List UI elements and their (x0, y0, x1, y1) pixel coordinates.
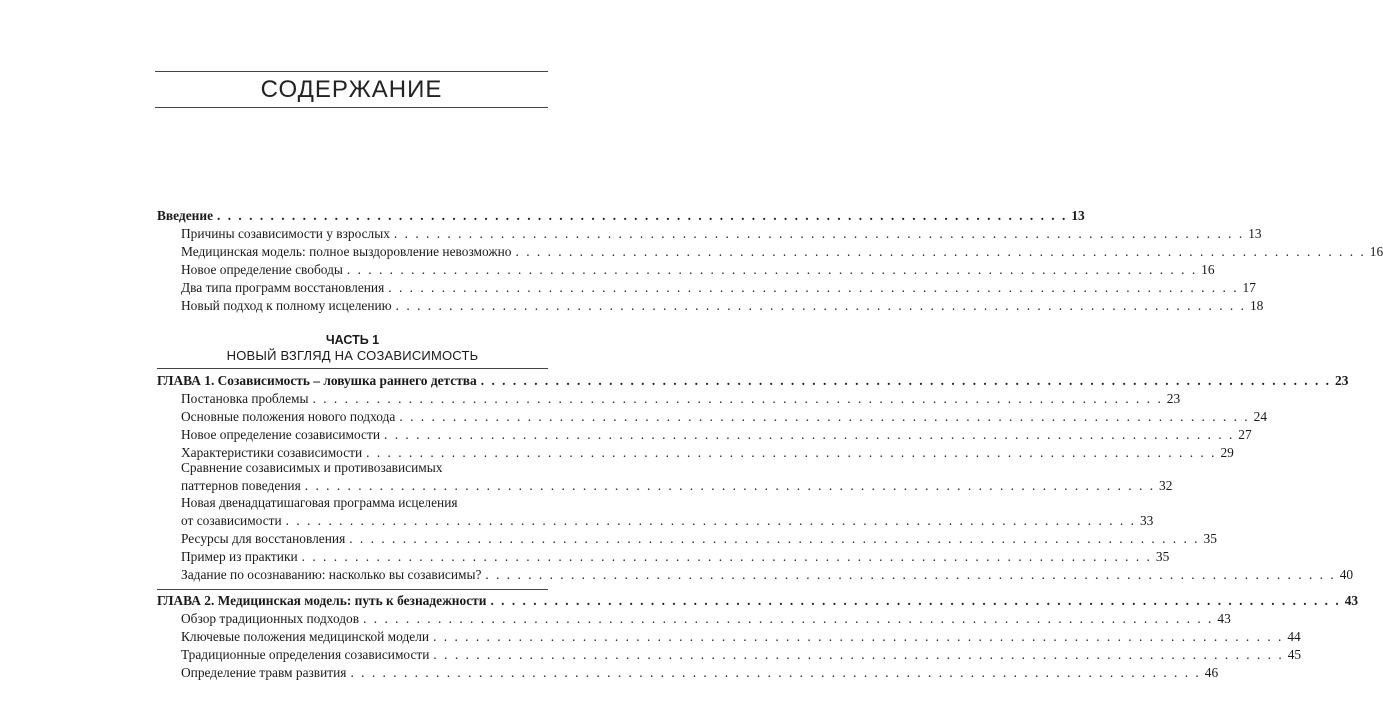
dot-leader: . . . . . . . . . . . . . . . . . . . . . . . . . . . . . . . . . . . . . . . . . . . . . . . . . . . . . . . . . . . . . . . . . . . . . . . . . . . . . . . . (349, 531, 1200, 546)
toc-entry-first-line: Сравнение созависимых и противозависимых (181, 460, 443, 475)
toc-page-number: 35 (1155, 549, 1170, 564)
toc-entry[interactable] (181, 279, 1256, 297)
dot-leader: . . . . . . . . . . . . . . . . . . . . . . . . . . . . . . . . . . . . . . . . . . . . . . . . . . . . . . . . . . . . . . . . . . . . . . . . . . . . . . . . (384, 427, 1235, 442)
dot-leader: . . . . . . . . . . . . . . . . . . . . . . . . . . . . . . . . . . . . . . . . . . . . . . . . . . . . . . . . . . . . . . . . . . . . . . . . . . . . . . . . (366, 445, 1217, 460)
toc-entry[interactable] (181, 610, 1231, 628)
toc-page-number: 35 (1203, 531, 1217, 546)
toc-entry-label: Причины созависимости у взрослых (181, 226, 390, 241)
dot-leader: . . . . . . . . . . . . . . . . . . . . . . . . . . . . . . . . . . . . . . . . . . . . . . . . . . . . . . . . . . . . . . . . . . . . . . . . . . . . . . . . (485, 567, 1336, 582)
toc-entry[interactable] (181, 628, 1301, 646)
part-title: НОВЫЙ ВЗГЛЯД НА СОЗАВИСИМОСТЬ (226, 348, 479, 363)
toc-page-number: 23 (1166, 391, 1181, 406)
toc-entry-label: Новое определение созависимости (181, 427, 381, 442)
toc-entry-label: Постановка проблемы (181, 391, 309, 406)
toc-entry[interactable] (181, 548, 1170, 566)
dot-leader: . . . . . . . . . . . . . . . . . . . . . . . . . . . . . . . . . . . . . . . . . . . . . . . . . . . . . . . . . . . . . . . . . . . . . . . . . . . . . . . . (346, 262, 1198, 277)
toc-entry-label: Традиционные определения созависимости (181, 647, 430, 662)
dot-leader: . . . . . . . . . . . . . . . . . . . . . . . . . . . . . . . . . . . . . . . . . . . . . . . . . . . . . . . . . . . . . . . . . . . . . . . . . . . . . . . . (399, 409, 1250, 424)
toc-entry-label: Обзор традиционных подходов (181, 611, 360, 626)
title-bottom-rule (155, 107, 548, 108)
toc-page-number: 44 (1287, 629, 1301, 644)
dot-leader: . . . . . . . . . . . . . . . . . . . . . . . . . . . . . . . . . . . . . . . . . . . . . . . . . . . . . . . . . . . . . . . . . . . . . . . . . . . . . . . . (285, 513, 1136, 528)
toc-page-number: 24 (1253, 409, 1268, 424)
part-rule (157, 368, 548, 369)
toc-entry-label: Характеристики созависимости (181, 445, 363, 460)
dot-leader: . . . . . . . . . . . . . . . . . . . . . . . . . . . . . . . . . . . . . . . . . . . . . . . . . . . . . . . . . . . . . . . . . . . . . . . . . . . . . . . . (312, 391, 1163, 406)
toc-entry-label: Ресурсы для восстановления (181, 531, 346, 546)
toc-entry-label: Новый подход к полному исцелению (181, 298, 392, 313)
dot-leader: . . . . . . . . . . . . . . . . . . . . . . . . . . . . . . . . . . . . . . . . . . . . . . . . . . . . . . . . . . . . . . . . . . . . . . . . . . . . . . . . (388, 280, 1239, 295)
toc-entry-label: паттернов поведения (181, 478, 301, 493)
dot-leader: . . . . . . . . . . . . . . . . . . . . . . . . . . . . . . . . . . . . . . . . . . . . . . . . . . . . . . . . . . . . . . . . . . . . . . . . . . . . . . . . (393, 226, 1245, 241)
dot-leader: . . . . . . . . . . . . . . . . . . . . . . . . . . . . . . . . . . . . . . . . . . . . . . . . . . . . . . . . . . . . . . . . . . . . . . . . . . . . . . . . (433, 629, 1284, 644)
toc-entry-label: Основные положения нового подхода (181, 409, 396, 424)
toc-entry-intro[interactable] (157, 207, 1085, 225)
toc-entry-label: Задание по осознаванию: насколько вы созависимы? (181, 567, 482, 582)
toc-page-number: 29 (1220, 445, 1234, 460)
dot-leader: . . . . . . . . . . . . . . . . . . . . . . . . . . . . . . . . . . . . . . . . . . . . . . . . . . . . . . . . . . . . . . . . . . . . . . . . . . . . . . . . (490, 593, 1341, 608)
toc-entry-label: Введение (157, 208, 214, 223)
toc-entry[interactable] (181, 408, 1268, 426)
toc-page-number: 23 (1335, 373, 1349, 388)
dot-leader: . . . . . . . . . . . . . . . . . . . . . . . . . . . . . . . . . . . . . . . . . . . . . . . . . . . . . . . . . . . . . . . . . . . . . . . . . . . . . . . . (433, 647, 1284, 662)
toc-entry[interactable] (181, 512, 1154, 530)
toc-page-number: 40 (1339, 567, 1354, 582)
title-top-rule (155, 71, 548, 72)
toc-entry-label: Определение травм развития (181, 665, 347, 680)
toc-entry-label: Пример из практики (181, 549, 298, 564)
toc-entry-first-line: Новая двенадцатишаговая программа исцеления (181, 495, 458, 510)
toc-page-number: 13 (1248, 226, 1262, 241)
toc-entry[interactable] (181, 243, 1383, 261)
toc-page-number: 32 (1159, 478, 1173, 493)
toc-entry-label: ГЛАВА 2. Медицинская модель: путь к безнадежности (157, 593, 487, 608)
toc-entry-label: Медицинская модель: полное выздоровление невозможно (181, 244, 512, 259)
part-label: ЧАСТЬ 1 (325, 333, 380, 347)
toc-entry[interactable] (181, 530, 1217, 548)
dot-leader: . . . . . . . . . . . . . . . . . . . . . . . . . . . . . . . . . . . . . . . . . . . . . . . . . . . . . . . . . . . . . . . . . . . . . . . . . . . . . . . . (480, 373, 1332, 388)
toc-page-number: 27 (1238, 427, 1252, 442)
chapter-rule (157, 589, 548, 590)
toc-entry-label: Ключевые положения медицинской модели (181, 629, 430, 644)
toc-entry[interactable] (181, 225, 1262, 243)
toc-entry-label: Новое определение свободы (181, 262, 343, 277)
toc-page-number: 33 (1139, 513, 1154, 528)
toc-entry[interactable] (181, 566, 1354, 584)
toc-entry[interactable] (181, 261, 1215, 279)
toc-entry[interactable] (181, 664, 1219, 682)
toc-page-number: 16 (1201, 262, 1215, 277)
toc-entry-label: ГЛАВА 1. Созависимость – ловушка раннего детства (157, 373, 477, 388)
toc-entry-chapter-1[interactable] (157, 372, 1349, 390)
toc-entry[interactable] (181, 297, 1264, 315)
dot-leader: . . . . . . . . . . . . . . . . . . . . . . . . . . . . . . . . . . . . . . . . . . . . . . . . . . . . . . . . . . . . . . . . . . . . . . . . . . . . . . . . (395, 298, 1246, 313)
dot-leader: . . . . . . . . . . . . . . . . . . . . . . . . . . . . . . . . . . . . . . . . . . . . . . . . . . . . . . . . . . . . . . . . . . . . . . . . . . . . . . . . (363, 611, 1214, 626)
toc-entry-label: Два типа программ восстановления (181, 280, 385, 295)
toc-entry[interactable] (181, 426, 1252, 444)
dot-leader: . . . . . . . . . . . . . . . . . . . . . . . . . . . . . . . . . . . . . . . . . . . . . . . . . . . . . . . . . . . . . . . . . . . . . . . . . . . . . . . . (301, 549, 1152, 564)
toc-entry-label: от созависимости (181, 513, 282, 528)
toc-page-number: 43 (1217, 611, 1231, 626)
toc-entry[interactable] (181, 646, 1302, 664)
toc-entry-chapter-2[interactable] (157, 592, 1359, 610)
toc-page-number: 18 (1249, 298, 1264, 313)
toc-page-number: 13 (1071, 208, 1085, 223)
toc-entry[interactable] (181, 390, 1181, 408)
toc-page-number: 46 (1204, 665, 1219, 680)
page-title: СОДЕРЖАНИЕ (260, 76, 443, 103)
toc-page-number: 43 (1344, 593, 1359, 608)
toc-page-number: 17 (1242, 280, 1256, 295)
toc-page-number: 16 (1369, 244, 1383, 259)
dot-leader: . . . . . . . . . . . . . . . . . . . . . . . . . . . . . . . . . . . . . . . . . . . . . . . . . . . . . . . . . . . . . . . . . . . . . . . . . . . . . . . . (350, 665, 1201, 680)
toc-page-number: 45 (1287, 647, 1302, 662)
dot-leader: . . . . . . . . . . . . . . . . . . . . . . . . . . . . . . . . . . . . . . . . . . . . . . . . . . . . . . . . . . . . . . . . . . . . . . . . . . . . . . . . (217, 208, 1068, 223)
toc-entry[interactable] (181, 477, 1173, 495)
dot-leader: . . . . . . . . . . . . . . . . . . . . . . . . . . . . . . . . . . . . . . . . . . . . . . . . . . . . . . . . . . . . . . . . . . . . . . . . . . . . . . . . (515, 244, 1366, 259)
dot-leader: . . . . . . . . . . . . . . . . . . . . . . . . . . . . . . . . . . . . . . . . . . . . . . . . . . . . . . . . . . . . . . . . . . . . . . . . . . . . . . . . (304, 478, 1156, 493)
